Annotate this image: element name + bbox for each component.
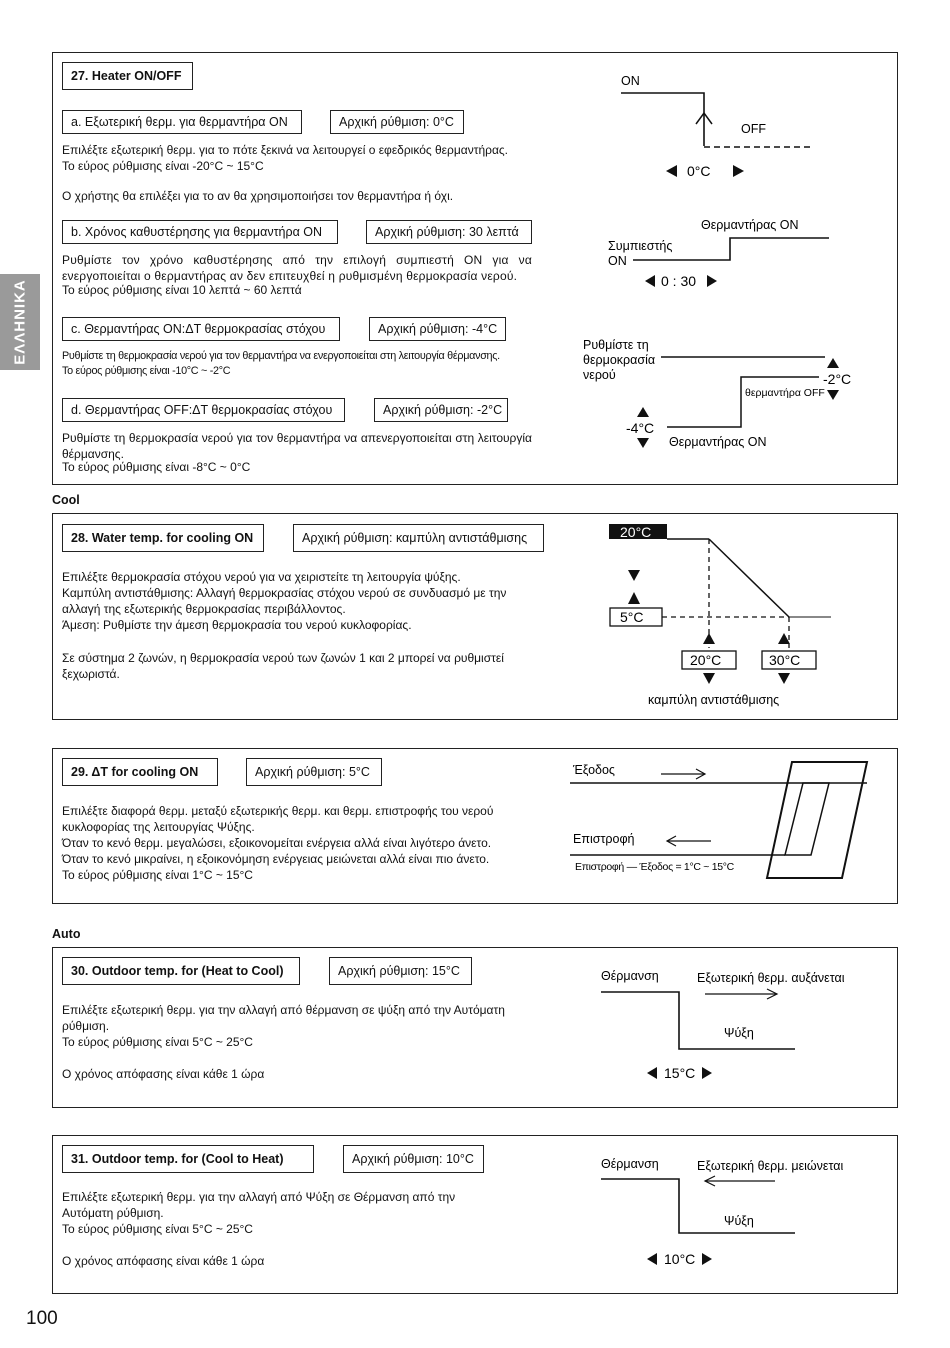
heat-cool-step-line — [601, 992, 795, 1049]
on-label: ON — [621, 74, 640, 88]
decrease-arrow-icon — [637, 438, 649, 448]
increase-arrow-icon — [778, 633, 790, 644]
decrease-arrow-icon — [666, 165, 677, 177]
delta-t-cooling-diagram — [565, 754, 885, 889]
section-27-title: 27. Heater ON/OFF — [62, 62, 193, 90]
page-number: 100 — [26, 1308, 58, 1329]
text-line: αλλαγή της εξωτερικής θερμοκρασίας περιβάλλοντος. — [62, 602, 346, 616]
language-label: ΕΛΛΗΝΙΚΑ — [11, 279, 29, 365]
set-water-temp-line1: Ρυθμίστε τη — [583, 338, 649, 352]
text-line: Επιλέξτε εξωτερική θερμ. για την αλλαγή από Ψύξη σε Θέρμανση από την — [62, 1190, 456, 1204]
switch-temp-value: 10°C — [664, 1251, 696, 1267]
text-line: Ρυθμίστε τη θερμοκρασία νερού για τον θερμαντήρα να ενεργοποιείται στη λειτουργία θέρμανσης. — [62, 350, 500, 362]
text-line: Όταν το κενό θερμ. μεγαλώσει, εξοικονομείται ενέργεια αλλά είναι λιγότερο άνετο. — [62, 836, 492, 850]
curve-slope-line — [709, 539, 789, 617]
text-line: ξεχωριστά. — [62, 667, 120, 681]
text-line: Ο χρόνος απόφασης είναι κάθε 1 ώρα — [62, 1067, 265, 1081]
heater-on-label: Θερμαντήρας ON — [669, 435, 767, 449]
text-line: Αυτόματη ρύθμιση. — [62, 1206, 164, 1220]
switch-temp-value: 15°C — [664, 1065, 696, 1081]
heat-exchanger-inner — [785, 783, 829, 855]
setting-b-range: Το εύρος ρύθμισης είναι 10 λεπτά ~ 60 λεπτά — [62, 283, 302, 297]
setting-d-title: d. Θερμαντήρας OFF:ΔT θερμοκρασίας στόχου — [62, 398, 345, 422]
text-line: Σε σύστημα 2 ζωνών, η θερμοκρασία νερού των ζωνών 1 και 2 μπορεί να ρυθμιστεί — [62, 651, 504, 665]
setting-d-default: Αρχική ρύθμιση: -2°C — [374, 398, 508, 422]
setting-b-default: Αρχική ρύθμιση: 30 λεπτά — [366, 220, 532, 244]
heat-to-cool-diagram — [595, 960, 870, 1085]
decrease-arrow-icon — [645, 275, 655, 287]
text-line: ρύθμιση. — [62, 1019, 110, 1033]
outlet-label: Έξοδος — [573, 763, 615, 777]
compressor-label: Συμπιεστής — [608, 239, 673, 253]
delta-formula: Επιστροφή — Έξοδος = 1°C ~ 15°C — [575, 861, 734, 873]
low-temp-value: 5°C — [620, 609, 644, 625]
heat-exchanger-outer — [767, 762, 867, 878]
increase-arrow-icon — [733, 165, 744, 177]
heating-label: Θέρμανση — [601, 1157, 659, 1171]
setting-c-title: c. Θερμαντήρας ON:ΔT θερμοκρασίας στόχου — [62, 317, 340, 341]
text-line: Όταν το κενό μικραίνει, η εξοικονόμηση ενέργειας μειώνεται αλλά είναι πιο άνετο. — [62, 852, 490, 866]
delay-value: 0 : 30 — [661, 273, 697, 289]
off-label: OFF — [741, 122, 766, 136]
text-line: Επιλέξτε διαφορά θερμ. μεταξύ εξωτερικής θερμ. και θερμ. επιστροφής του νερού — [62, 804, 494, 818]
heater-on-off-diagram — [600, 66, 840, 186]
section-29-default: Αρχική ρύθμιση: 5°C — [246, 758, 382, 786]
section-28-description — [62, 569, 506, 682]
increase-arrow-icon — [707, 275, 717, 287]
decrease-arrow-icon — [827, 390, 839, 400]
text-line: Το εύρος ρύθμισης είναι 5°C ~ 25°C — [62, 1035, 253, 1049]
set-water-temp-line3: νερού — [583, 368, 616, 382]
text-line: Το εύρος ρύθμισης είναι -20°C ~ 15°C — [62, 159, 264, 173]
state-line — [621, 93, 704, 146]
compensation-curve-diagram — [600, 520, 840, 710]
setting-c-description — [62, 349, 500, 379]
section-28-title: 28. Water temp. for cooling ON — [62, 524, 264, 552]
text-line: κυκλοφορίας της λειτουργίας Ψύξης. — [62, 820, 255, 834]
text-line: Ο χρόνος απόφασης είναι κάθε 1 ώρα — [62, 1254, 265, 1268]
increase-arrow-icon — [702, 1253, 712, 1265]
high-temp-value: 20°C — [620, 524, 652, 540]
setting-d-description: Ρυθμίστε τη θερμοκρασία νερού για τον θερμαντήρα να απενεργοποιείται στη λειτουργία θέρμανσης. — [62, 431, 532, 461]
setting-d-range: Το εύρος ρύθμισης είναι -8°C ~ 0°C — [62, 460, 251, 474]
decrease-arrow-icon — [628, 570, 640, 581]
section-30-title: 30. Outdoor temp. for (Heat to Cool) — [62, 957, 300, 985]
text-line: Ο χρήστης θα επιλέξει για το αν θα χρησιμοποιήσει τον θερμαντήρα ή όχι. — [62, 189, 454, 203]
curve-caption: καμπύλη αντιστάθμισης — [648, 693, 780, 707]
outdoor-rises-label: Εξωτερική θερμ. αυξάνεται — [697, 971, 845, 985]
section-31-title: 31. Outdoor temp. for (Cool to Heat) — [62, 1145, 314, 1173]
decrease-arrow-icon — [703, 673, 715, 684]
decrease-arrow-icon — [778, 673, 790, 684]
heater-delta-t-diagram — [575, 330, 875, 455]
x-high-value: 30°C — [769, 652, 801, 668]
section-29-title: 29. ΔT for cooling ON — [62, 758, 218, 786]
heater-on-delta-value: -4°C — [626, 420, 655, 436]
outdoor-temp-value: 0°C — [687, 163, 711, 179]
heater-off-label: θερμαντήρα OFF — [745, 387, 825, 399]
heater-off-delta-value: -2°C — [823, 371, 852, 387]
section-30-description — [62, 1002, 505, 1082]
text-line: Το εύρος ρύθμισης είναι 1°C ~ 15°C — [62, 868, 253, 882]
setting-a-title: a. Εξωτερική θερμ. για θερμαντήρα ON — [62, 110, 302, 134]
cooling-label: Ψύξη — [724, 1026, 754, 1040]
outdoor-falls-label: Εξωτερική θερμ. μειώνεται — [697, 1159, 844, 1173]
x-low-value: 20°C — [690, 652, 722, 668]
text-line: Επιλέξτε εξωτερική θερμ. για την αλλαγή από θέρμανση σε ψύξη από την Αυτόματη — [62, 1003, 505, 1017]
setting-a-description — [62, 142, 508, 204]
text-line: Άμεση: Ρυθμίστε την άμεση θερμοκρασία του νερού κυκλοφορίας. — [62, 618, 412, 632]
return-label: Επιστροφή — [573, 832, 635, 846]
text-line: Το εύρος ρύθμισης είναι 5°C ~ 25°C — [62, 1222, 253, 1236]
increase-arrow-icon — [827, 358, 839, 368]
increase-arrow-icon — [628, 592, 640, 604]
compressor-on-label: ON — [608, 254, 627, 268]
text-line: Καμπύλη αντιστάθμισης: Αλλαγή θερμοκρασίας στόχου νερού σε συνδυασμό με την — [62, 586, 507, 600]
auto-section-label: Auto — [52, 927, 81, 941]
decrease-arrow-icon — [647, 1067, 657, 1079]
section-29-description — [62, 803, 493, 883]
setting-c-default: Αρχική ρύθμιση: -4°C — [369, 317, 506, 341]
section-28-default: Αρχική ρύθμιση: καμπύλη αντιστάθμισης — [293, 524, 544, 552]
set-water-temp-line2: θερμοκρασία — [583, 353, 656, 367]
heater-on-label: Θερμαντήρας ON — [701, 218, 799, 232]
setting-b-description: Ρυθμίστε τον χρόνο καθυστέρησης από την επιλογή συμπιεστή ON για να ενεργοποιείται ο θερμαντήρας αν δεν επιτευχθεί η ρυθμισμένη θερμοκρασία νερού. — [62, 253, 532, 283]
increase-arrow-icon — [702, 1067, 712, 1079]
section-30-default: Αρχική ρύθμιση: 15°C — [329, 957, 472, 985]
cool-section-label: Cool — [52, 493, 80, 507]
setting-b-title: b. Χρόνος καθυστέρησης για θερμαντήρα ON — [62, 220, 338, 244]
decrease-arrow-icon — [647, 1253, 657, 1265]
delay-time-diagram — [600, 212, 840, 296]
cool-heat-step-line — [601, 1179, 795, 1233]
setting-a-default: Αρχική ρύθμιση: 0°C — [330, 110, 464, 134]
increase-arrow-icon — [703, 633, 715, 644]
heating-label: Θέρμανση — [601, 969, 659, 983]
cool-to-heat-diagram — [595, 1148, 870, 1273]
increase-arrow-icon — [637, 407, 649, 417]
section-31-default: Αρχική ρύθμιση: 10°C — [343, 1145, 484, 1173]
heater-step-line — [667, 377, 819, 427]
text-line: Επιλέξτε θερμοκρασία στόχου νερού για να χειριστείτε τη λειτουργία ψύξης. — [62, 570, 461, 584]
language-side-tab — [0, 274, 40, 370]
text-line: Επιλέξτε εξωτερική θερμ. για το πότε ξεκινά να λειτουργεί ο εφεδρικός θερμαντήρας. — [62, 143, 508, 157]
text-line: Το εύρος ρύθμισης είναι -10°C ~ -2°C — [62, 365, 231, 377]
section-31-description — [62, 1189, 455, 1269]
cooling-label: Ψύξη — [724, 1214, 754, 1228]
